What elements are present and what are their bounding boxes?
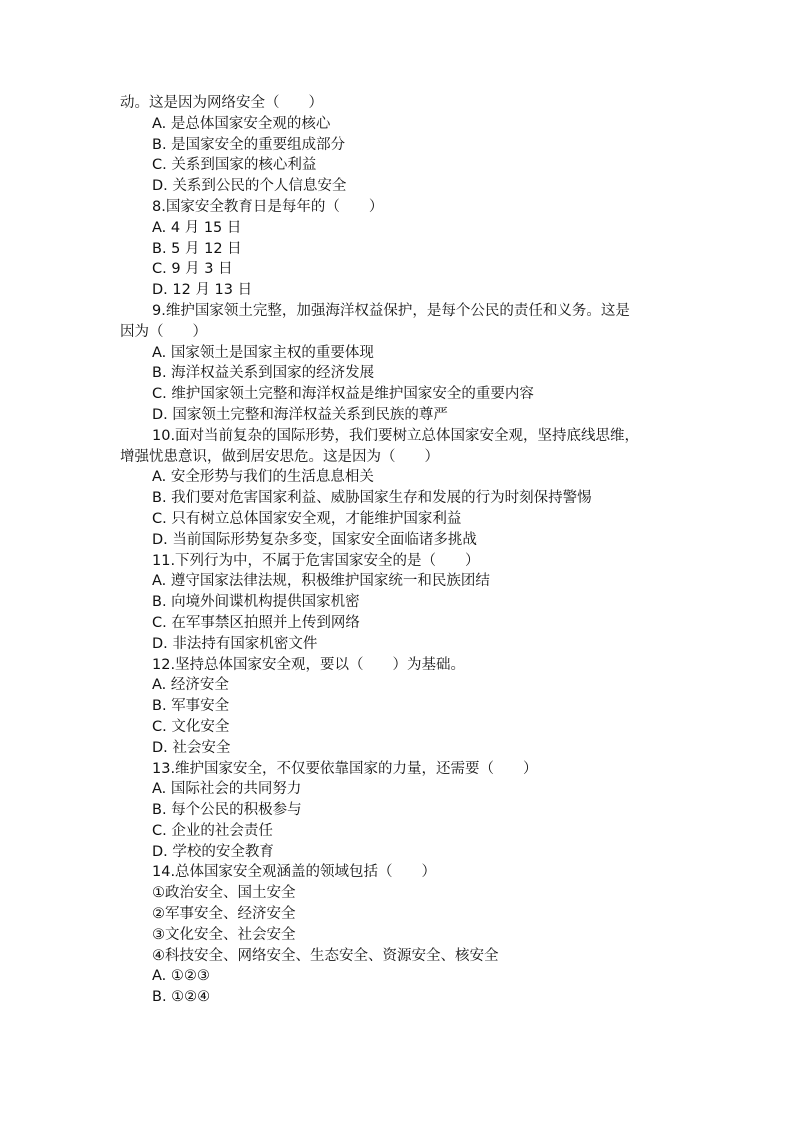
option-line: C. 关系到国家的核心利益 [152,157,317,174]
option-line: B. ①②④ [152,989,211,1006]
option-line: ③文化安全、社会安全 [152,926,296,943]
option-line: D. 社会安全 [152,739,231,756]
option-line: A. 4 月 15 日 [152,219,242,236]
option-line: A. 国家领土是国家主权的重要体现 [152,344,374,361]
option-line: A. 是总体国家安全观的核心 [152,115,331,132]
text-line: 因为（ ） [120,323,207,340]
option-line: A. 安全形势与我们的生活息息相关 [152,469,374,486]
question-line: 13.维护国家安全，不仅要依靠国家的力量，还需要（ ） [152,760,538,777]
option-line: ④科技安全、网络安全、生态安全、资源安全、核安全 [152,947,499,964]
option-line: ①政治安全、国土安全 [152,885,296,902]
option-line: C. 只有树立总体国家安全观，才能维护国家利益 [152,510,462,527]
option-line: A. 经济安全 [152,677,229,694]
option-line: C. 维护国家领土完整和海洋权益是维护国家安全的重要内容 [152,386,534,403]
text-line: 增强忧患意识，做到居安思危。这是因为（ ） [120,448,439,465]
option-line: D. 当前国际形势复杂多变，国家安全面临诸多挑战 [152,531,477,548]
option-line: B. 海洋权益关系到国家的经济发展 [152,365,375,382]
option-line: A. ①②③ [152,968,210,985]
option-line: D. 12 月 13 日 [152,282,253,299]
option-line: C. 在军事禁区拍照并上传到网络 [152,614,360,631]
option-line: B. 向境外间谍机构提供国家机密 [152,594,360,611]
option-line: B. 5 月 12 日 [152,240,242,257]
question-line: 14.总体国家安全观涵盖的领域包括（ ） [152,864,437,881]
question-line: 9.维护国家领土完整，加强海洋权益保护，是每个公民的责任和义务。这是 [152,302,630,319]
option-line: D. 国家领土完整和海洋权益关系到民族的尊严 [152,406,448,423]
option-line: B. 是国家安全的重要组成部分 [152,136,346,153]
option-line: D. 学校的安全教育 [152,843,274,860]
option-line: B. 每个公民的积极参与 [152,802,302,819]
document-body [120,93,680,1008]
option-line: C. 企业的社会责任 [152,822,273,839]
question-line: 8.国家安全教育日是每年的（ ） [152,198,384,215]
text-line: 动。这是因为网络安全（ ） [120,95,323,111]
question-line: 12.坚持总体国家安全观，要以（ ）为基础。 [152,656,466,673]
question-line: 10.面对当前复杂的国际形势，我们要树立总体国家安全观，坚持底线思维， [152,427,640,444]
option-line: C. 文化安全 [152,718,230,735]
option-line: B. 军事安全 [152,698,230,715]
option-line: C. 9 月 3 日 [152,261,233,278]
option-line: A. 遵守国家法律法规，积极维护国家统一和民族团结 [152,573,490,590]
option-line: D. 非法持有国家机密文件 [152,635,318,652]
option-line: B. 我们要对危害国家利益、威胁国家生存和发展的行为时刻保持警惕 [152,490,592,507]
option-line: ②军事安全、经济安全 [152,906,296,923]
option-line: A. 国际社会的共同努力 [152,781,302,798]
question-line: 11.下列行为中，不属于危害国家安全的是（ ） [152,552,480,569]
option-line: D. 关系到公民的个人信息安全 [152,178,347,195]
